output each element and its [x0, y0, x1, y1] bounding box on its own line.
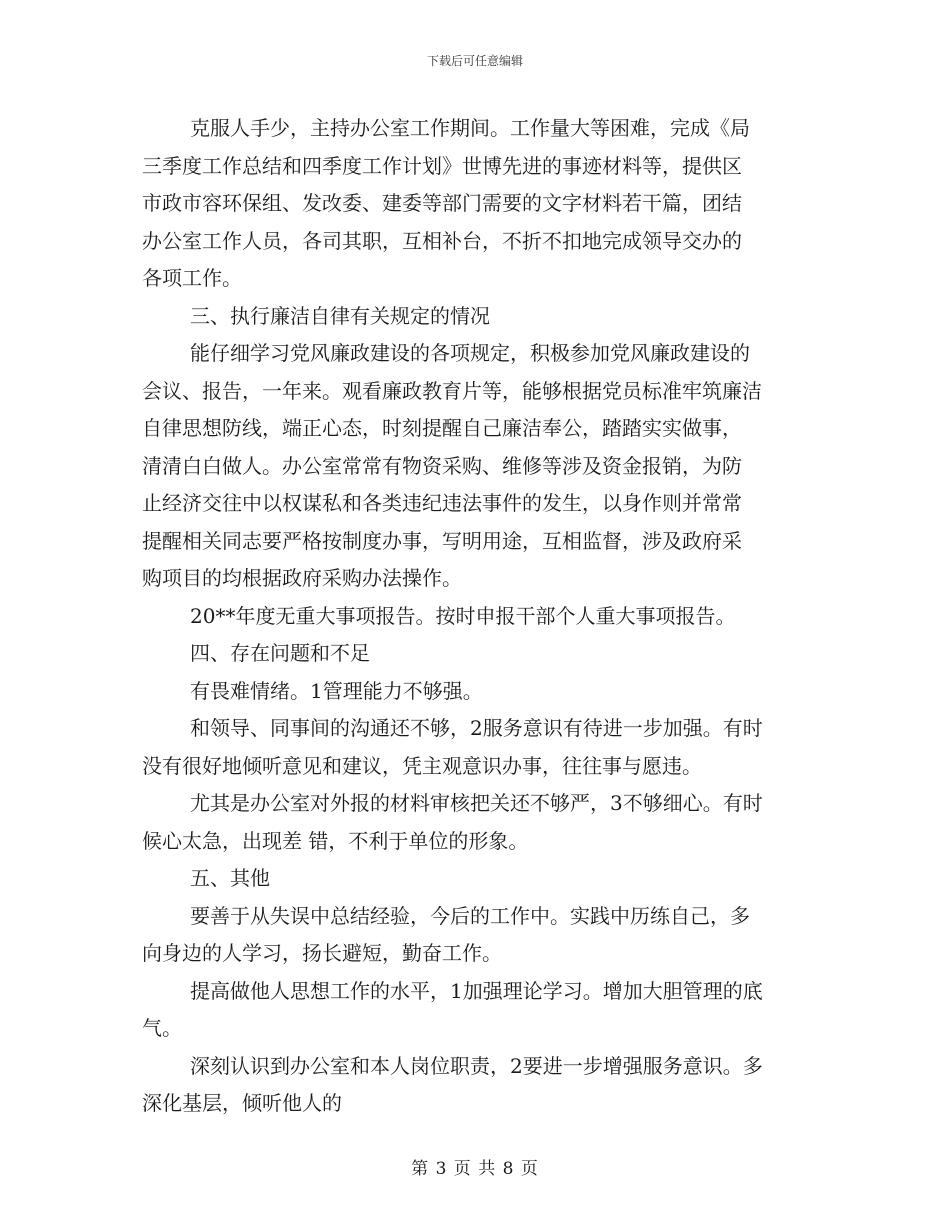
- page-header: 下载后可任意编辑: [426, 54, 523, 68]
- text-line: 自律思想防线，端正心态，时刻提醒自己廉洁奉公，踏踏实实做事，: [142, 416, 742, 440]
- text-line: 能仔细学习党风廉政建设的各项规定，积极参加党风廉政建设的: [190, 341, 750, 365]
- text-line: 20**年度无重大事项报告。按时申报干部个人重大事项报告。: [190, 603, 736, 628]
- text-line: 候心太急，出现差 错，不利于单位的形象。: [142, 828, 529, 853]
- text-line: 要善于从失误中总结经验，今后的工作中。实践中历练自己，多: [190, 903, 750, 928]
- text-line: 向身边的人学习，扬长避短，勤奋工作。: [142, 941, 502, 965]
- text-line: 清清白白做人。办公室常常有物资采购、维修等涉及资金报销，为防: [142, 453, 742, 478]
- text-line: 办公室工作人员，各司其职，互相补台，不折不扣地完成领导交办的: [142, 228, 742, 253]
- text-line: 市政市容环保组、发改委、建委等部门需要的文字材料若干篇，团结: [142, 191, 742, 215]
- text-line: 四、存在问题和不足: [190, 641, 370, 665]
- text-line: 提醒相关同志要严格按制度办事，写明用途，互相监督，涉及政府采: [142, 528, 742, 553]
- text-line: 提高做他人思想工作的水平，1加强理论学习。增加大胆管理的底: [190, 978, 763, 1003]
- text-line: 有畏难情绪。1管理能力不够强。: [190, 678, 483, 703]
- text-line: 三、执行廉洁自律有关规定的情况: [190, 303, 490, 328]
- page-footer: 第 3 页 共 8 页: [411, 1159, 539, 1179]
- text-line: 没有很好地倾听意见和建议，凭主观意识办事，往往事与愿违。: [142, 753, 702, 778]
- text-line: 和领导、同事间的沟通还不够，2服务意识有待进一步加强。有时: [190, 716, 763, 740]
- text-line: 克服人手少，主持办公室工作期间。工作量大等困难，完成《局: [190, 116, 750, 140]
- text-line: 会议、报告，一年来。观看廉政教育片等，能够根据党员标准牢筑廉洁: [142, 378, 762, 403]
- text-line: 购项目的均根据政府采购办法操作。: [142, 566, 462, 590]
- text-line: 五、其他: [190, 866, 270, 890]
- text-line: 气。: [142, 1016, 182, 1040]
- text-line: 深化基层，倾听他人的: [142, 1091, 342, 1115]
- text-line: 尤其是办公室对外报的材料审核把关还不够严，3不够细心。有时: [190, 791, 763, 815]
- text-line: 三季度工作总结和四季度工作计划》世博先进的事迹材料等，提供区: [142, 153, 742, 178]
- text-line: 止经济交往中以权谋私和各类违纪违法事件的发生，以身作则并常常: [142, 491, 742, 515]
- document-body: [142, 110, 812, 1123]
- text-line: 各项工作。: [142, 266, 242, 290]
- text-line: 深刻认识到办公室和本人岗位职责，2要进一步增强服务意识。多: [190, 1053, 763, 1078]
